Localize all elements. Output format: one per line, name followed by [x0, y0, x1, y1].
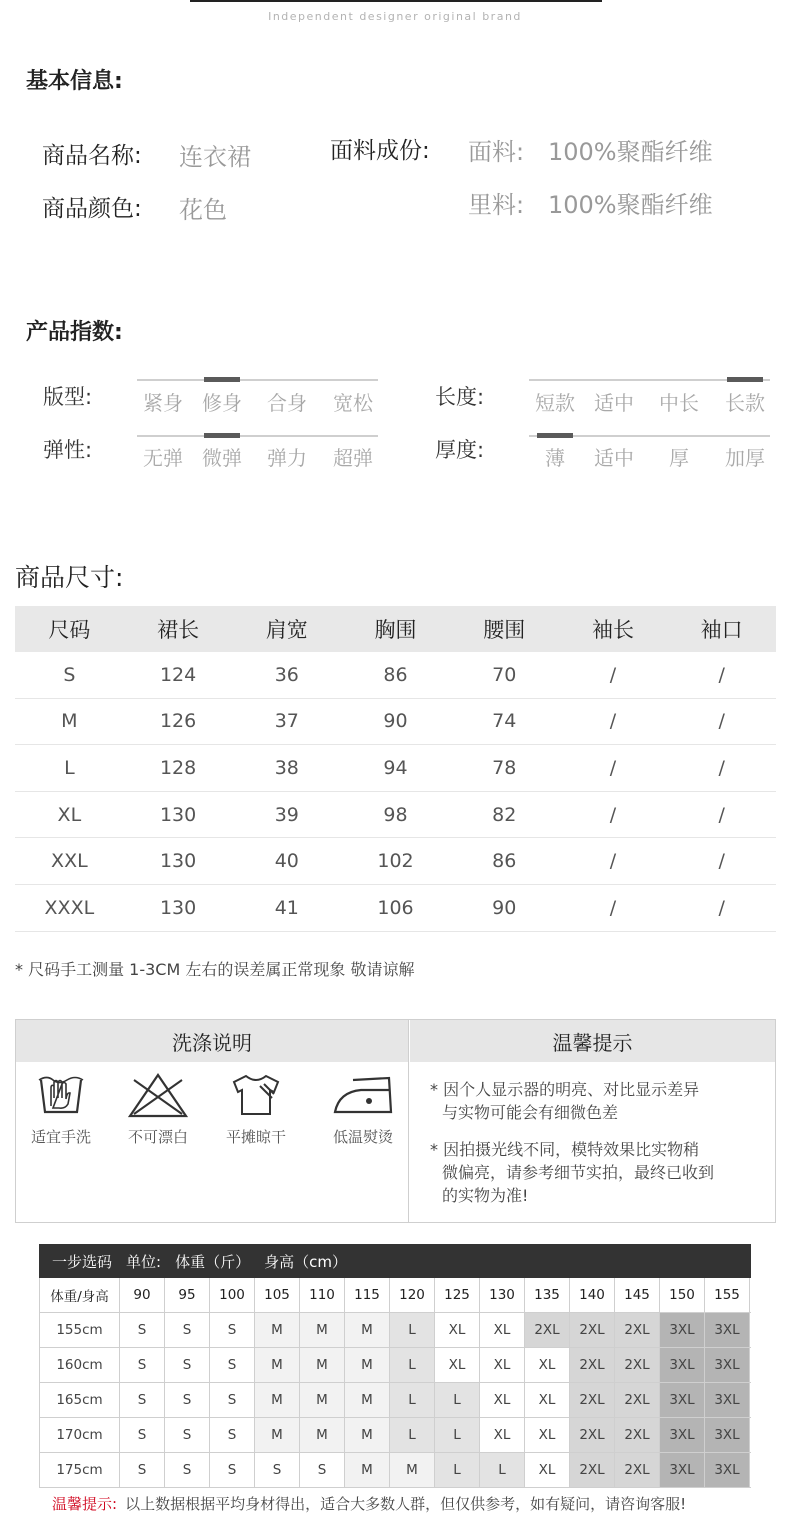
size-table-header: [15, 606, 776, 652]
size-heading: 商品尺寸:: [15, 563, 124, 592]
tip-2-line-2: 微偏亮，请参考细节实拍，最终已收到: [442, 1163, 715, 1182]
size-cell: /: [609, 850, 617, 873]
size-cell: 40: [274, 850, 299, 873]
weight-unit: 体重（斤）: [175, 1252, 251, 1271]
size-row: [15, 745, 776, 792]
recommended-size-cell: S: [165, 1418, 210, 1452]
recommended-size-cell: 2XL: [615, 1453, 660, 1487]
recommendation-bar: [39, 1244, 751, 1278]
recommended-size-cell: 2XL: [570, 1418, 615, 1452]
recommendation-title: 一步选码: [52, 1252, 113, 1271]
recommended-size-cell: S: [255, 1453, 300, 1487]
recommended-size-cell: 2XL: [615, 1418, 660, 1452]
recommended-size-cell: S: [300, 1453, 345, 1487]
weight-header-cell: 105: [255, 1278, 300, 1312]
size-cell: 39: [274, 803, 299, 826]
size-cell: M: [61, 710, 78, 733]
height-cell: 165cm: [39, 1383, 120, 1417]
recommended-size-cell: M: [345, 1383, 390, 1417]
length-scale-marker: [727, 377, 763, 382]
size-row: [15, 699, 776, 746]
care-panel: [15, 1019, 776, 1223]
recommended-size-cell: L: [390, 1418, 435, 1452]
recommended-size-cell: XL: [480, 1383, 525, 1417]
recommended-size-cell: M: [345, 1348, 390, 1382]
length-option: 适中: [594, 391, 634, 415]
weight-header-cell: 110: [300, 1278, 345, 1312]
thickness-option: 薄: [545, 446, 565, 470]
tip-1: [430, 1078, 699, 1124]
elastic-option: 弹力: [267, 446, 307, 470]
recommended-size-cell: S: [120, 1418, 165, 1452]
size-cell: XXL: [51, 850, 88, 873]
face-fabric-label: 面料:: [468, 138, 525, 166]
size-header-cell: 袖口: [700, 618, 743, 642]
recommendation-row: [39, 1348, 751, 1383]
recommended-size-cell: M: [345, 1453, 390, 1487]
recommendation-grid: [39, 1278, 751, 1488]
thickness-label: 厚度:: [435, 438, 485, 462]
face-fabric-value: 100%聚酯纤维: [548, 138, 713, 166]
recommendation-row: [39, 1383, 751, 1418]
weight-header-cell: 120: [390, 1278, 435, 1312]
lining-label: 里料:: [468, 191, 525, 219]
product-color-value: 花色: [179, 196, 227, 224]
size-cell: S: [63, 663, 76, 686]
weight-header-cell: 90: [120, 1278, 165, 1312]
recommended-size-cell: L: [390, 1383, 435, 1417]
weight-header-cell: 150: [660, 1278, 705, 1312]
basic-info-heading: 基本信息:: [26, 69, 123, 94]
recommendation-tip: [39, 1488, 751, 1518]
recommended-size-cell: XL: [525, 1418, 570, 1452]
recommendation-row: [39, 1453, 751, 1488]
unit-label: 单位:: [126, 1252, 162, 1271]
recommended-size-cell: 3XL: [705, 1383, 750, 1417]
flat-dry-icon: [230, 1072, 282, 1118]
fit-scale: [137, 379, 378, 381]
size-cell: 94: [383, 756, 408, 779]
size-cell: /: [718, 896, 725, 919]
recommended-size-cell: L: [435, 1418, 480, 1452]
weight-header-cell: 135: [525, 1278, 570, 1312]
size-cell: /: [609, 710, 617, 733]
size-cell: 82: [492, 803, 517, 826]
size-cell: /: [718, 663, 725, 686]
fit-option: 修身: [202, 391, 242, 415]
weight-header-cell: 155: [705, 1278, 750, 1312]
tip-2-line-1: * 因拍摄光线不同，模特效果比实物稍: [430, 1140, 700, 1159]
recommended-size-cell: 3XL: [705, 1313, 750, 1347]
size-cell: 124: [159, 663, 197, 686]
fit-label: 版型:: [43, 385, 93, 409]
wash-heading: 洗涤说明: [16, 1020, 408, 1062]
weight-header-cell: 95: [165, 1278, 210, 1312]
lining-value: 100%聚酯纤维: [548, 191, 713, 219]
size-cell: XL: [57, 803, 82, 826]
weight-header-cell: 115: [345, 1278, 390, 1312]
size-cell: /: [718, 803, 725, 826]
height-cell: 175cm: [39, 1453, 120, 1487]
elastic-scale-marker: [204, 433, 240, 438]
recommended-size-cell: S: [120, 1313, 165, 1347]
care-label-hand-wash: 适宜手洗: [30, 1128, 91, 1146]
size-cell: L: [64, 756, 75, 779]
recommended-size-cell: 2XL: [525, 1313, 570, 1347]
thickness-option: 厚: [669, 446, 689, 470]
recommended-size-cell: 2XL: [615, 1383, 660, 1417]
elastic-scale: [137, 435, 378, 437]
thickness-scale-marker: [537, 433, 573, 438]
care-label-no-bleach: 不可漂白: [127, 1128, 188, 1146]
recommended-size-cell: M: [300, 1383, 345, 1417]
care-label-low-iron: 低温熨烫: [332, 1128, 393, 1146]
height-cell: 160cm: [39, 1348, 120, 1382]
care-item-low-iron: [313, 1072, 413, 1147]
size-note: * 尺码手工测量 1-3CM 左右的误差属正常现象 敬请谅解: [15, 960, 415, 979]
fit-option: 紧身: [143, 391, 183, 415]
size-cell: 130: [159, 803, 197, 826]
recommended-size-cell: S: [120, 1453, 165, 1487]
recommended-size-cell: 3XL: [660, 1383, 705, 1417]
size-cell: 78: [492, 756, 517, 779]
size-cell: /: [609, 803, 617, 826]
recommended-size-cell: S: [210, 1313, 255, 1347]
fabric-label: 面料成份:: [330, 138, 430, 164]
recommended-size-cell: 3XL: [660, 1313, 705, 1347]
elastic-label: 弹性:: [43, 438, 93, 462]
size-cell: 106: [377, 896, 414, 919]
tip-2: [430, 1138, 714, 1207]
recommended-size-cell: S: [210, 1453, 255, 1487]
size-cell: 74: [492, 710, 517, 733]
care-item-hand-wash: [11, 1072, 111, 1147]
recommended-size-cell: S: [165, 1313, 210, 1347]
height-unit: 身高（cm）: [264, 1252, 347, 1271]
tips-heading: 温馨提示: [410, 1020, 775, 1062]
size-header-cell: 袖长: [591, 618, 634, 642]
recommended-size-cell: 3XL: [660, 1348, 705, 1382]
recommended-size-cell: S: [165, 1453, 210, 1487]
recommended-size-cell: S: [165, 1383, 210, 1417]
elastic-option: 超弹: [333, 446, 373, 470]
recommended-size-cell: S: [210, 1418, 255, 1452]
size-cell: /: [718, 756, 725, 779]
fit-scale-marker: [204, 377, 240, 382]
recommended-size-cell: S: [120, 1383, 165, 1417]
size-cell: 130: [159, 850, 197, 873]
recommended-size-cell: L: [480, 1453, 525, 1487]
size-cell: 90: [383, 710, 408, 733]
hand-wash-icon: [37, 1072, 85, 1118]
length-option: 长款: [725, 391, 765, 415]
tip-1-line-2: 与实物可能会有细微色差: [442, 1103, 619, 1122]
recommended-size-cell: L: [435, 1383, 480, 1417]
size-cell: 70: [492, 663, 517, 686]
product-index-heading: 产品指数:: [26, 320, 123, 345]
size-row: [15, 792, 776, 839]
size-cell: 102: [377, 850, 414, 873]
elastic-option: 无弹: [143, 446, 183, 470]
recommended-size-cell: M: [345, 1313, 390, 1347]
tip-2-line-3: 的实物为准!: [442, 1186, 529, 1205]
recommended-size-cell: XL: [480, 1418, 525, 1452]
recommended-size-cell: L: [390, 1313, 435, 1347]
fit-option: 合身: [267, 391, 307, 415]
length-option: 短款: [535, 391, 575, 415]
recommended-size-cell: M: [255, 1383, 300, 1417]
size-cell: 130: [159, 896, 197, 919]
recommended-size-cell: XL: [435, 1313, 480, 1347]
elastic-option: 微弹: [202, 446, 242, 470]
size-recommendation: [39, 1244, 751, 1518]
recommended-size-cell: XL: [480, 1348, 525, 1382]
recommended-size-cell: XL: [525, 1383, 570, 1417]
size-table-body: [15, 652, 776, 932]
recommended-size-cell: S: [120, 1348, 165, 1382]
recommendation-row: [39, 1313, 751, 1348]
height-cell: 170cm: [39, 1418, 120, 1452]
recommendation-tip-text: 以上数据根据平均身材得出，适合大多数人群，但仅供参考，如有疑问，请咨询客服!: [125, 1494, 687, 1513]
size-row: [15, 885, 776, 932]
size-cell: 90: [492, 896, 517, 919]
weight-header-cell: 145: [615, 1278, 660, 1312]
recommended-size-cell: M: [300, 1348, 345, 1382]
recommended-size-cell: M: [255, 1348, 300, 1382]
top-divider: [190, 0, 602, 2]
recommendation-header-row: [39, 1278, 751, 1313]
recommended-size-cell: XL: [525, 1348, 570, 1382]
size-cell: /: [609, 756, 617, 779]
weight-header-cell: 140: [570, 1278, 615, 1312]
recommended-size-cell: 3XL: [660, 1453, 705, 1487]
recommended-size-cell: M: [300, 1418, 345, 1452]
recommended-size-cell: 3XL: [660, 1418, 705, 1452]
recommended-size-cell: S: [210, 1348, 255, 1382]
thickness-option: 加厚: [725, 446, 765, 470]
brand-tagline: Independent designer original brand: [268, 10, 522, 23]
size-cell: 86: [492, 850, 517, 873]
recommended-size-cell: 2XL: [615, 1313, 660, 1347]
care-label-flat-dry: 平摊晾干: [225, 1128, 286, 1146]
size-cell: 86: [383, 663, 408, 686]
recommended-size-cell: 3XL: [705, 1453, 750, 1487]
recommended-size-cell: 2XL: [570, 1453, 615, 1487]
low-iron-icon: [331, 1072, 395, 1118]
tips-column: [410, 1020, 775, 1222]
recommended-size-cell: XL: [480, 1313, 525, 1347]
length-label: 长度:: [435, 385, 485, 409]
size-header-cell: 裙长: [157, 618, 200, 642]
recommended-size-cell: 2XL: [570, 1383, 615, 1417]
size-header-cell: 腰围: [483, 618, 526, 642]
length-option: 中长: [659, 391, 699, 415]
recommended-size-cell: L: [390, 1348, 435, 1382]
care-item-no-bleach: [108, 1072, 208, 1147]
recommended-size-cell: XL: [435, 1348, 480, 1382]
recommended-size-cell: 2XL: [570, 1313, 615, 1347]
weight-header-cell: 130: [480, 1278, 525, 1312]
height-cell: 155cm: [39, 1313, 120, 1347]
weight-header-cell: 125: [435, 1278, 480, 1312]
thickness-option: 适中: [594, 446, 634, 470]
size-cell: 126: [159, 710, 197, 733]
size-header-cell: 肩宽: [265, 618, 308, 642]
recommended-size-cell: XL: [525, 1453, 570, 1487]
recommendation-row: [39, 1418, 751, 1453]
product-name-value: 连衣裙: [179, 143, 251, 171]
recommended-size-cell: M: [255, 1418, 300, 1452]
size-header-cell: 胸围: [374, 618, 417, 642]
size-cell: 98: [383, 803, 408, 826]
corner-cell: 体重/身高: [39, 1278, 120, 1312]
recommended-size-cell: S: [165, 1348, 210, 1382]
recommended-size-cell: M: [300, 1313, 345, 1347]
weight-header-cell: 100: [210, 1278, 255, 1312]
recommendation-tip-label: 温馨提示:: [52, 1494, 118, 1513]
size-row: [15, 838, 776, 885]
recommended-size-cell: M: [390, 1453, 435, 1487]
recommended-size-cell: 2XL: [570, 1348, 615, 1382]
size-cell: /: [718, 710, 725, 733]
recommended-size-cell: S: [210, 1383, 255, 1417]
size-cell: 36: [274, 663, 299, 686]
fit-option: 宽松: [333, 391, 373, 415]
wash-column: [16, 1020, 409, 1222]
size-cell: 37: [274, 710, 299, 733]
no-bleach-icon: [126, 1072, 190, 1118]
recommended-size-cell: 2XL: [615, 1348, 660, 1382]
size-cell: /: [609, 896, 617, 919]
size-cell: /: [718, 850, 725, 873]
size-cell: 38: [274, 756, 299, 779]
recommended-size-cell: L: [435, 1453, 480, 1487]
size-cell: XXXL: [44, 896, 95, 919]
tip-1-line-1: * 因个人显示器的明亮、对比显示差异: [430, 1080, 700, 1099]
size-cell: 41: [274, 896, 299, 919]
recommended-size-cell: M: [345, 1418, 390, 1452]
product-color-label: 商品颜色:: [42, 196, 142, 222]
recommended-size-cell: M: [255, 1313, 300, 1347]
size-cell: 128: [159, 756, 197, 779]
size-row: [15, 652, 776, 699]
size-table: [15, 606, 776, 932]
size-header-cell: 尺码: [48, 618, 91, 642]
care-item-flat-dry: [206, 1072, 306, 1147]
size-cell: /: [609, 663, 617, 686]
recommended-size-cell: 3XL: [705, 1418, 750, 1452]
recommended-size-cell: 3XL: [705, 1348, 750, 1382]
product-name-label: 商品名称:: [42, 143, 142, 169]
